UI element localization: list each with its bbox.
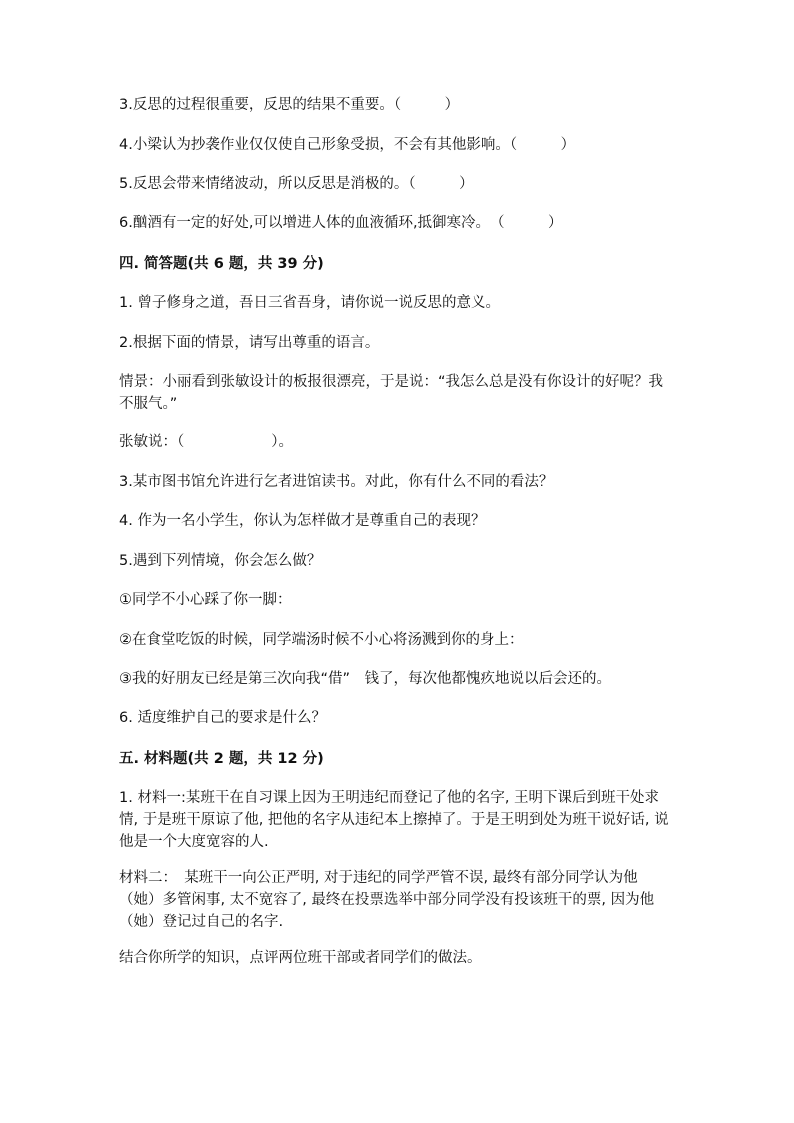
question-5-situation-a: ①同学不小心踩了你一脚： [119,592,292,608]
question-2-answer-line: 张敏说：（ ）。 [119,434,293,450]
question-5: 5.遇到下列情境，你会怎么做？ [119,553,322,569]
question-6: 6. 适度维护自己的要求是什么？ [119,710,326,726]
question-2: 2.根据下面的情景，请写出尊重的语言。 [119,335,380,351]
material-two: 材料二： 某班干一向公正严明, 对于违纪的同学严管不误, 最终有部分同学认为他（她）多管闲事, 太不宽容了, 最终在投票选举中部分同学没有投该班干的票, 因为他（她）登记过自己的名字. [119,870,655,930]
question-3: 3.某市图书馆允许进行乞者进馆读书。对此，你有什么不同的看法？ [119,474,554,490]
question-2-scenario: 情景：小丽看到张敏设计的板报很漂亮，于是说：“我怎么总是没有你设计的好呢？我不服气。” [119,374,664,412]
judgment-item-6: 6.酗酒有一定的好处,可以增进人体的血液循环,抵御寒冷。 （ ） [119,215,563,231]
question-1: 1. 曾子修身之道，吾日三省吾身，请你说一说反思的意义。 [119,295,500,311]
question-5-situation-c: ③我的好朋友已经是第三次向我“借” 钱了，每次他都愧疚地说以后会还的。 [119,671,612,687]
section-heading-material: 五. 材料题(共 2 题，共 12 分) [119,751,324,767]
question-4: 4. 作为一名小学生，你认为怎样做才是尊重自己的表现？ [119,513,486,529]
judgment-item-5: 5.反思会带来情绪波动，所以反思是消极的。（ ） [119,176,474,192]
judgment-item-3: 3.反思的过程很重要，反思的结果不重要。（ ） [119,97,460,113]
question-5-situation-b: ②在食堂吃饭的时候，同学端汤时候不小心将汤溅到你的身上： [119,632,524,648]
section-heading-short-answer: 四. 简答题(共 6 题，共 39 分) [119,256,324,272]
judgment-item-4: 4.小梁认为抄袭作业仅仅使自己形象受损，不会有其他影响。（ ） [119,137,576,153]
material-prompt: 结合你所学的知识，点评两位班干部或者同学们的做法。 [119,950,482,966]
material-one: 1. 材料一:某班干在自习课上因为王明违纪而登记了他的名字, 王明下课后到班干处求情, 于是班干原谅了他, 把他的名字从违纪本上擦掉了。于是王明到处为班干说好话, 说他是一个大度宽容的人. [119,790,669,850]
